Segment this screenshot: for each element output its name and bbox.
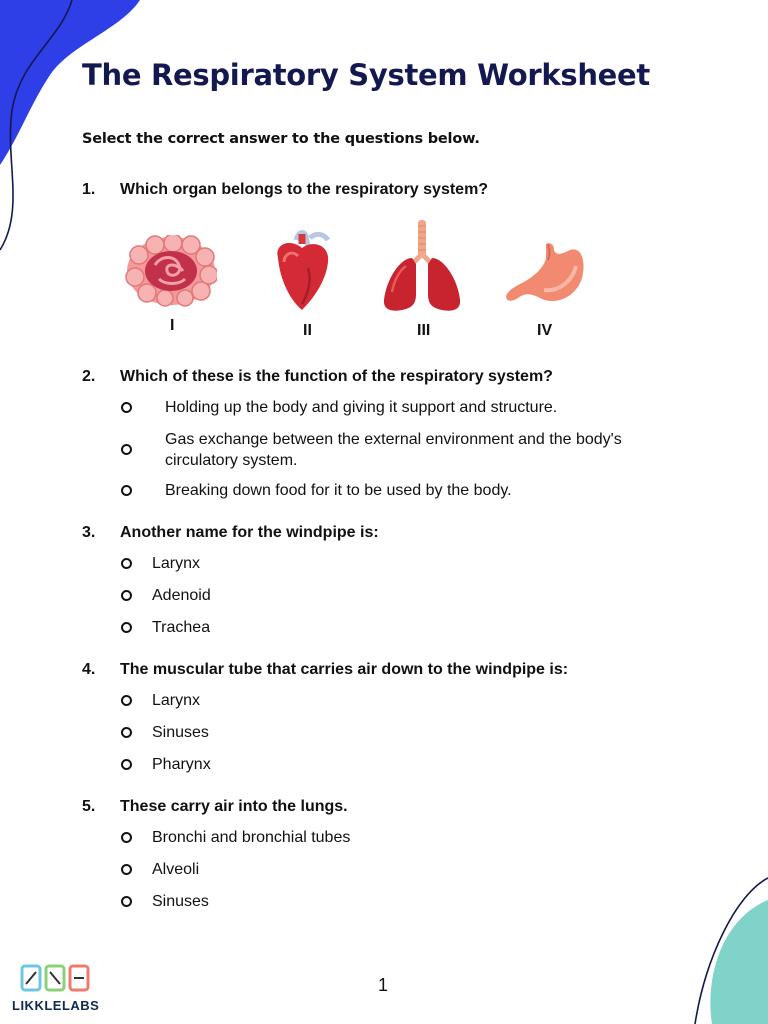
question-text: The muscular tube that carries air down to the windpipe is: <box>120 661 569 678</box>
question-number: 1. <box>82 181 96 198</box>
radio-circle-icon[interactable] <box>121 864 132 875</box>
question-text: These carry air into the lungs. <box>120 798 348 815</box>
question-number: 5. <box>82 798 96 815</box>
radio-circle-icon[interactable] <box>121 622 132 633</box>
radio-circle-icon[interactable] <box>121 402 132 413</box>
option-text: Sinuses <box>152 724 209 741</box>
option-label-iv: IV <box>537 322 553 339</box>
question-text: Another name for the windpipe is: <box>120 524 379 541</box>
option-text-continued: circulatory system. <box>165 452 298 469</box>
likklelabs-logo-icon <box>14 962 100 996</box>
option-text: Larynx <box>152 692 201 709</box>
page-number: 1 <box>378 975 389 995</box>
option-text: Trachea <box>152 619 211 636</box>
question-number: 4. <box>82 661 96 678</box>
question-text: Which of these is the function of the respiratory system? <box>120 368 553 385</box>
radio-circle-icon[interactable] <box>121 695 132 706</box>
radio-circle-icon[interactable] <box>121 590 132 601</box>
question-number: 2. <box>82 368 96 385</box>
radio-circle-icon[interactable] <box>121 896 132 907</box>
option-text: Larynx <box>152 555 201 572</box>
radio-circle-icon[interactable] <box>121 759 132 770</box>
lungs-icon <box>382 220 462 314</box>
option-label-iii: III <box>417 322 431 339</box>
radio-circle-icon[interactable] <box>121 485 132 496</box>
intestines-icon <box>125 235 217 307</box>
option-text: Alveoli <box>152 861 200 878</box>
option-text: Holding up the body and giving it support and structure. <box>165 399 558 416</box>
option-text: Breaking down food for it to be used by the body. <box>165 482 512 499</box>
radio-circle-icon[interactable] <box>121 558 132 569</box>
page-title: The Respiratory System Worksheet <box>82 58 650 92</box>
instruction-text: Select the correct answer to the questions below. <box>82 131 480 147</box>
radio-circle-icon[interactable] <box>121 727 132 738</box>
radio-circle-icon[interactable] <box>121 832 132 843</box>
question-text: Which organ belongs to the respiratory system? <box>120 181 489 198</box>
question-number: 3. <box>82 524 96 541</box>
radio-circle-icon[interactable] <box>121 444 132 455</box>
option-text: Gas exchange between the external environment and the body's <box>165 431 622 448</box>
option-text: Pharynx <box>152 756 211 773</box>
stomach-icon <box>504 240 586 308</box>
option-text: Sinuses <box>152 893 209 910</box>
option-text: Bronchi and bronchial tubes <box>152 829 351 846</box>
option-label-ii: II <box>303 322 312 339</box>
option-label-i: I <box>170 317 175 334</box>
logo-text: LIKKLELABS <box>12 998 100 1013</box>
heart-icon <box>268 228 338 312</box>
option-text: Adenoid <box>152 587 211 604</box>
